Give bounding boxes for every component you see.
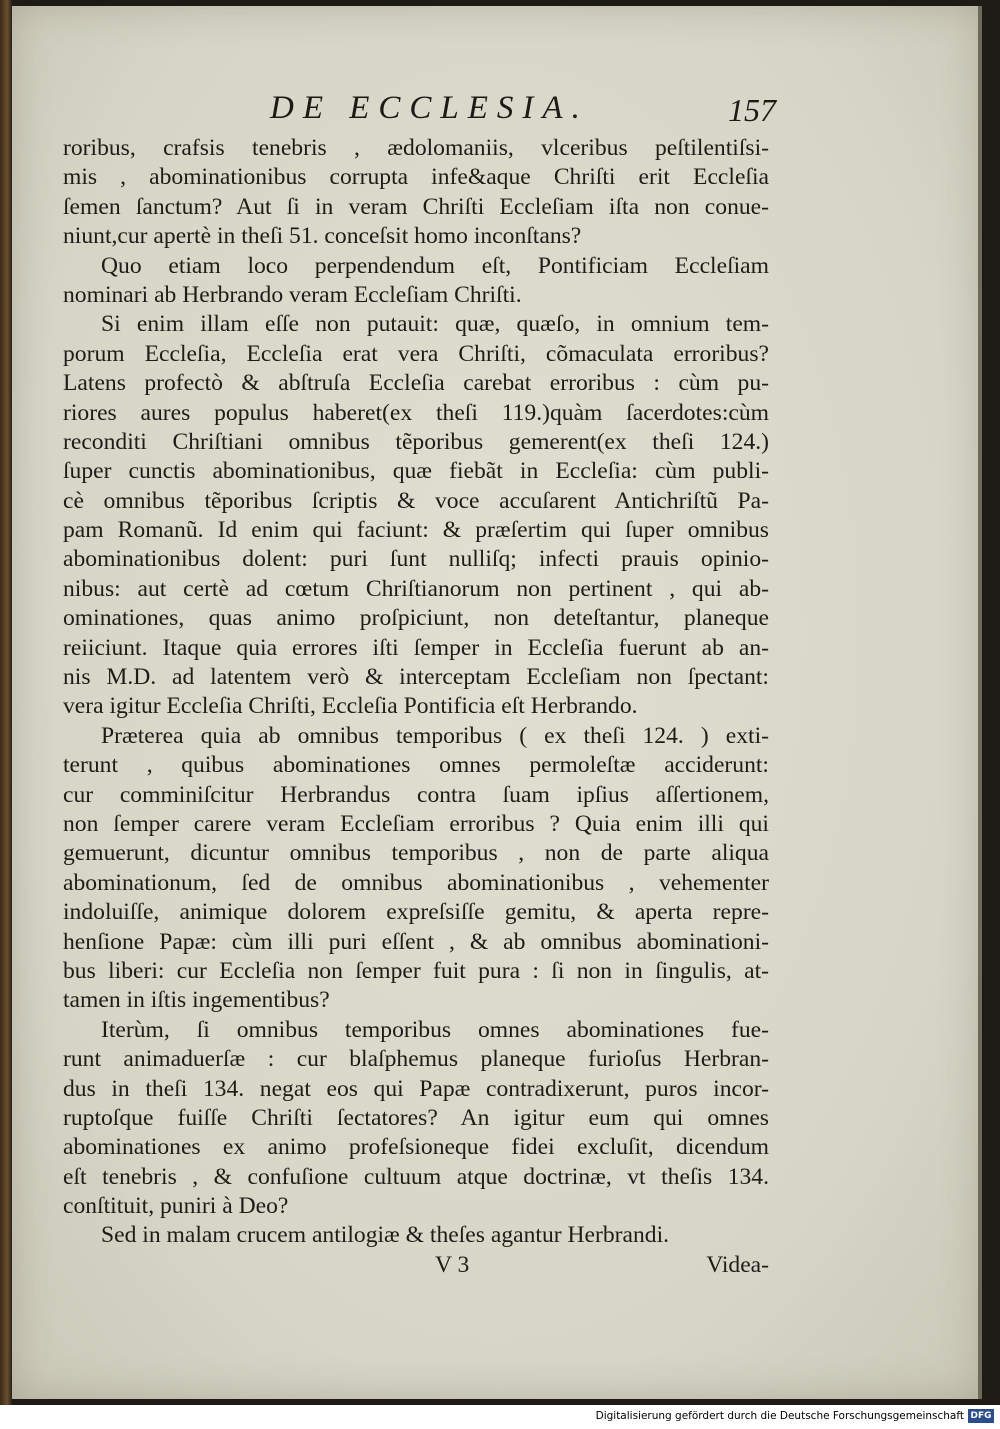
text-line: nibus: aut certè ad cœtum Chriſtianorum non pertinent , qui ab- [63,575,769,602]
text-line: runt animaduerſæ : cur blaſphemus planeque furioſus Herbran- [63,1046,769,1073]
paragraph [63,722,769,1016]
catchline [63,1251,769,1280]
text-line: gemuerunt, dicuntur omnibus temporibus , non de parte aliqua [63,840,769,867]
paragraph [63,134,769,252]
text-line: abominationes ex animo profeſsioneque fidei excluſit, dicendum [63,1134,769,1161]
text-line: tamen in iſtis ingementibus? [63,987,330,1014]
paragraph [63,252,769,311]
text-line: ſemen ſanctum? Aut ſi in veram Chriſti Eccleſiam iſta non conue- [63,193,769,220]
text-line: Latens profectò & abſtruſa Eccleſia carebat erroribus : cùm pu- [63,370,769,397]
digitization-footer [0,1405,1000,1429]
text-line: dus in theſi 134. negat eos qui Papæ contradixerunt, puros incor- [63,1075,769,1102]
text-line: riores aures populus haberet(ex theſi 119.)quàm ſacerdotes:cùm [63,399,769,426]
dfg-logo: DFG [968,1409,994,1423]
text-line: Sed in malam crucem antilogiæ & theſes agantur Herbrandi. [101,1222,670,1249]
text-line: pam Romanũ. Id enim qui faciunt: & præſertim qui ſuper omnibus [63,517,769,544]
text-line: porum Eccleſia, Eccleſia erat vera Chriſti, cõmaculata erroribus? [63,340,769,367]
text-line: Si enim illam eſſe non putauit: quæ, quæſo, in omnium tem- [101,311,769,338]
signature-mark: V 3 [435,1251,470,1278]
text-line: terunt , quibus abominationes omnes permoleſtæ acciderunt: [63,752,769,779]
catchword: Videa- [706,1251,769,1278]
text-line: roribus, crafsis tenebris , ædolomaniis, vlceribus peſtilentiſsi- [63,135,769,161]
text-line: indoluiſſe, animique dolorem expreſsiſſe gemitu, & aperta repre- [63,899,769,926]
text-line: conſtituit, puniri à Deo? [63,1193,289,1220]
text-line: bus liberi: cur Eccleſia non ſemper fuit pura : ſi non in ſingulis, at- [63,957,769,984]
text-line: ominationes, quas animo proſpiciunt, non deteſtantur, planeque [63,605,769,632]
text-line: Quo etiam loco perpendendum eſt, Pontificiam Eccleſiam [101,252,769,279]
funding-credit: Digitalisierung gefördert durch die Deutsche Forschungsgemeinschaft [595,1410,964,1422]
text-line: Iterùm, ſi omnibus temporibus omnes abominationes fue- [101,1016,769,1043]
page-edge [978,6,982,1399]
paragraph [63,1221,769,1250]
body-text [63,134,769,1280]
text-line: henſione Papæ: cùm illi puri eſſent , & ab omnibus abominationi- [63,928,769,955]
book-spine-edge [0,0,12,1405]
text-line: non ſemper carere veram Eccleſiam erroribus ? Quia enim illi qui [63,810,769,837]
text-line: nis M.D. ad latentem verò & interceptam Eccleſiam non ſpectant: [63,664,769,691]
text-line: reiiciunt. Itaque quia errores iſti ſemper in Eccleſia fuerunt ab an- [63,634,769,661]
text-line: eſt tenebris , & confuſione cultuum atque doctrinæ, vt theſis 134. [63,1163,769,1190]
paragraph [63,1016,769,1222]
text-line: mis , abominationibus corrupta infe&aque Chriſti erit Eccleſia [63,164,769,191]
paragraph [63,310,769,721]
text-line: nominari ab Herbrando veram Eccleſiam Chriſti. [63,281,522,308]
text-line: cè omnibus tẽporibus ſcriptis & voce accuſarent Antichriſtũ Pa- [63,487,769,514]
running-head: DE ECCLESIA. [270,90,589,126]
text-line: cur comminiſcitur Herbrandus contra ſuam ipſius aſſertionem, [63,781,769,808]
text-line: vera igitur Eccleſia Chriſti, Eccleſia Pontificia eſt Herbrando. [63,693,638,720]
text-line: Præterea quia ab omnibus temporibus ( ex theſi 124. ) exti- [101,722,769,749]
text-line: reconditi Chriſtiani omnibus tẽporibus gemerent(ex theſi 124.) [63,428,769,455]
text-line: ruptoſque fuiſſe Chriſti ſectatores? An igitur eum qui omnes [63,1104,769,1131]
text-line: abominationum, ſed de omnibus abominationibus , vehementer [63,869,769,896]
page-number: 157 [728,92,776,128]
text-line: ſuper cunctis abominationibus, quæ fiebãt in Eccleſia: cùm publi- [63,458,769,485]
book-page [12,6,982,1399]
text-line: niunt,cur apertè in theſi 51. conceſsit homo inconſtans? [63,223,582,250]
text-line: abominationibus dolent: puri ſunt nulliſq; infecti prauis opinio- [63,546,769,573]
page-header [12,90,982,130]
